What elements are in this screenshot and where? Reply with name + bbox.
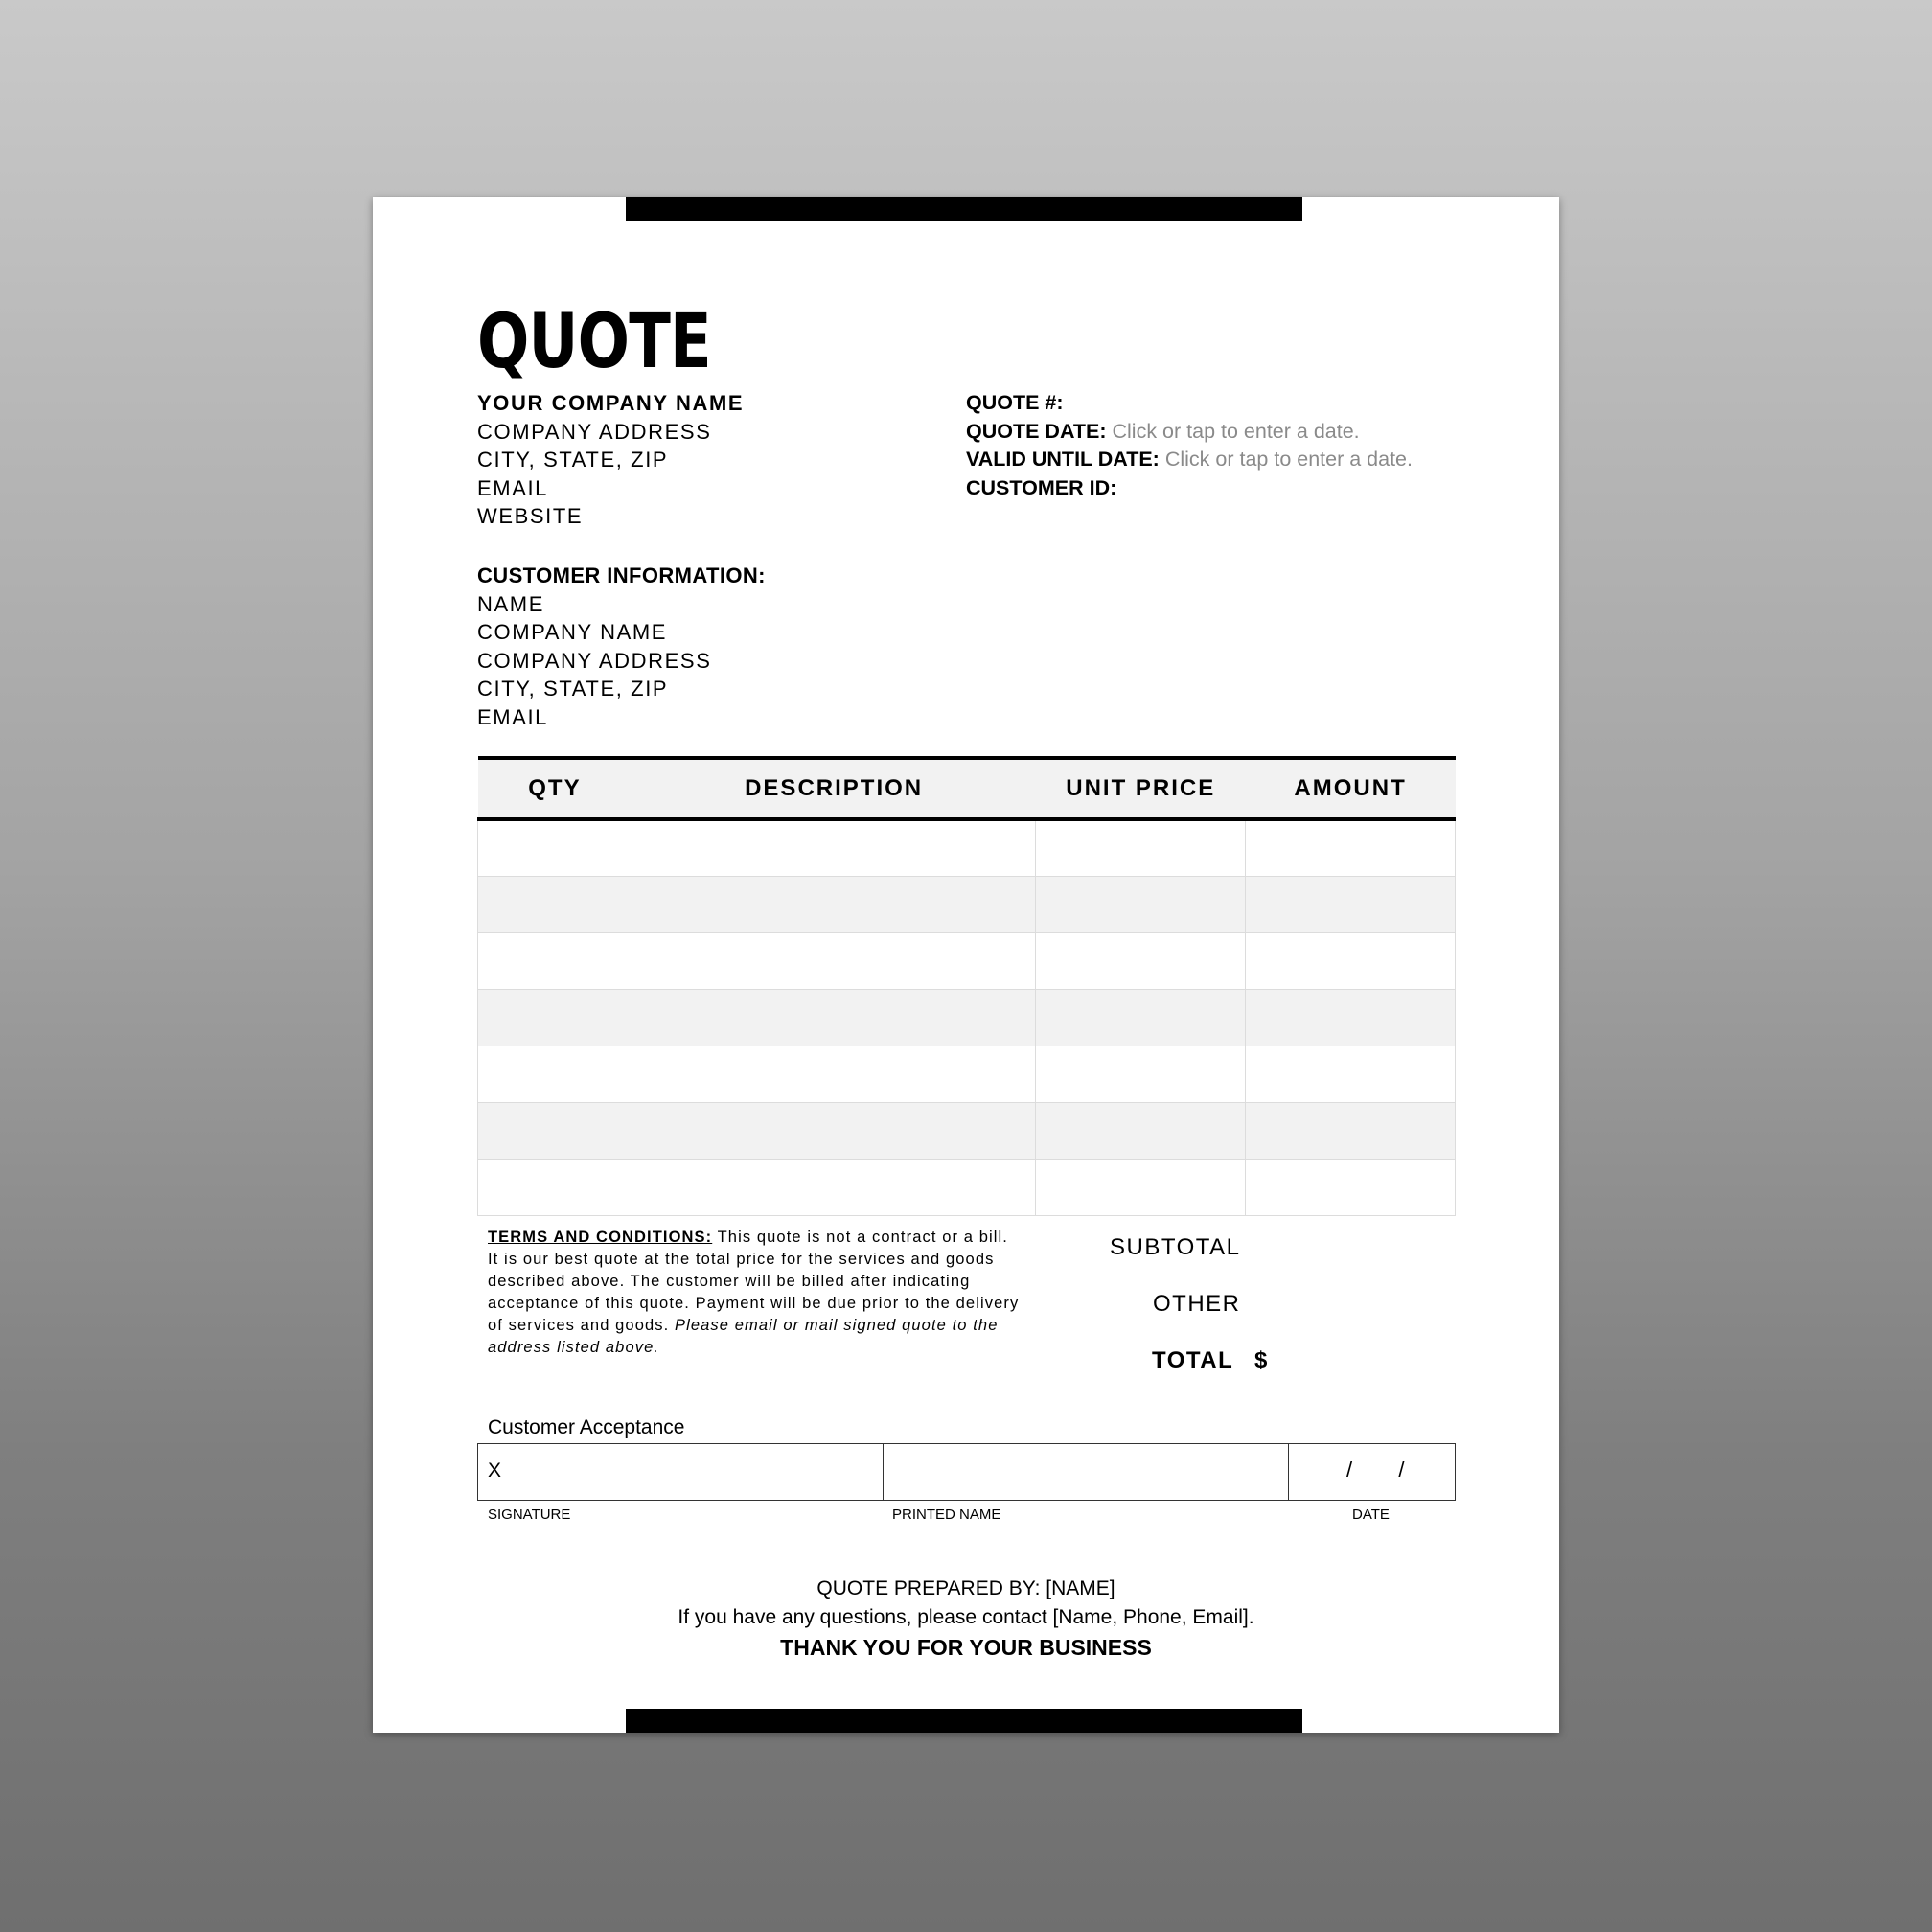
signature-mark: X bbox=[488, 1460, 502, 1482]
description-cell[interactable] bbox=[632, 1102, 1036, 1159]
quote-page bbox=[373, 197, 1559, 1733]
other-label: OTHER bbox=[1153, 1291, 1241, 1317]
signature-caption: SIGNATURE bbox=[488, 1506, 571, 1523]
quote-number-label: QUOTE #: bbox=[966, 391, 1064, 414]
amount-cell[interactable] bbox=[1246, 1046, 1456, 1102]
description-cell[interactable] bbox=[632, 989, 1036, 1046]
signature-box bbox=[477, 1443, 1456, 1501]
table-row bbox=[478, 932, 1456, 989]
description-cell[interactable] bbox=[632, 1159, 1036, 1215]
table-row bbox=[478, 989, 1456, 1046]
qty-cell[interactable] bbox=[478, 819, 632, 876]
unit-price-cell[interactable] bbox=[1036, 932, 1246, 989]
prepared-by-line: QUOTE PREPARED BY: [NAME] bbox=[816, 1577, 1116, 1599]
company-info bbox=[477, 389, 744, 531]
date-caption: DATE bbox=[1352, 1506, 1390, 1523]
customer-city-state-zip[interactable]: CITY, STATE, ZIP bbox=[477, 677, 669, 701]
company-website[interactable]: WEBSITE bbox=[477, 504, 584, 528]
amount-cell[interactable] bbox=[1246, 876, 1456, 932]
signature-field[interactable] bbox=[478, 1444, 884, 1500]
terms-and-conditions bbox=[488, 1227, 1024, 1359]
customer-acceptance-label: Customer Acceptance bbox=[488, 1416, 685, 1438]
table-header-row bbox=[478, 758, 1456, 819]
customer-company-name[interactable]: COMPANY NAME bbox=[477, 620, 668, 644]
customer-id-label: CUSTOMER ID: bbox=[966, 475, 1117, 499]
qty-cell[interactable] bbox=[478, 932, 632, 989]
qty-cell[interactable] bbox=[478, 1159, 632, 1215]
date-separators bbox=[1346, 1458, 1405, 1483]
table-row bbox=[478, 1046, 1456, 1102]
terms-body: This quote is not a contract or a bill. It is our best quote at the total price for the services and goods described above. The customer will be billed after indicating acceptance of this quote. Payment will be due prior to the delivery of services and goods. bbox=[488, 1229, 1020, 1334]
unit-price-cell[interactable] bbox=[1036, 989, 1246, 1046]
quote-date-field[interactable]: Click or tap to enter a date. bbox=[1112, 419, 1360, 443]
quote-meta bbox=[966, 389, 1413, 502]
unit-price-cell[interactable] bbox=[1036, 819, 1246, 876]
amount-cell[interactable] bbox=[1246, 932, 1456, 989]
table-row bbox=[478, 1102, 1456, 1159]
column-header-unit-price: UNIT PRICE bbox=[1036, 758, 1246, 819]
date-separator-1: / bbox=[1346, 1458, 1353, 1482]
column-header-amount: AMOUNT bbox=[1246, 758, 1456, 819]
total-label: TOTAL bbox=[1152, 1347, 1234, 1373]
bottom-accent-bar bbox=[626, 1709, 1302, 1733]
customer-name[interactable]: NAME bbox=[477, 591, 544, 616]
customer-email[interactable]: EMAIL bbox=[477, 704, 549, 729]
total-currency[interactable]: $ bbox=[1254, 1347, 1269, 1373]
quote-date-label: QUOTE DATE: bbox=[966, 419, 1107, 443]
amount-cell[interactable] bbox=[1246, 819, 1456, 876]
amount-cell[interactable] bbox=[1246, 1159, 1456, 1215]
date-field[interactable] bbox=[1289, 1444, 1455, 1500]
description-cell[interactable] bbox=[632, 819, 1036, 876]
valid-until-field[interactable]: Click or tap to enter a date. bbox=[1164, 448, 1413, 471]
qty-cell[interactable] bbox=[478, 989, 632, 1046]
company-address[interactable]: COMPANY ADDRESS bbox=[477, 419, 712, 444]
top-accent-bar bbox=[626, 197, 1302, 221]
description-cell[interactable] bbox=[632, 932, 1036, 989]
unit-price-cell[interactable] bbox=[1036, 1102, 1246, 1159]
customer-info bbox=[477, 562, 766, 731]
table-row bbox=[478, 819, 1456, 876]
unit-price-cell[interactable] bbox=[1036, 1046, 1246, 1102]
unit-price-cell[interactable] bbox=[1036, 1159, 1246, 1215]
date-separator-2: / bbox=[1398, 1458, 1405, 1482]
printed-name-field[interactable] bbox=[884, 1444, 1289, 1500]
table-row bbox=[478, 1159, 1456, 1215]
thank-you-line: THANK YOU FOR YOUR BUSINESS bbox=[780, 1635, 1152, 1660]
amount-cell[interactable] bbox=[1246, 1102, 1456, 1159]
printed-name-caption: PRINTED NAME bbox=[892, 1506, 1001, 1523]
contact-line: If you have any questions, please contact [Name, Phone, Email]. bbox=[678, 1606, 1254, 1628]
column-header-qty: QTY bbox=[478, 758, 632, 819]
customer-address[interactable]: COMPANY ADDRESS bbox=[477, 648, 712, 673]
subtotal-label: SUBTOTAL bbox=[1110, 1234, 1241, 1260]
description-cell[interactable] bbox=[632, 1046, 1036, 1102]
company-email[interactable]: EMAIL bbox=[477, 475, 549, 500]
terms-heading: TERMS AND CONDITIONS: bbox=[488, 1229, 713, 1246]
unit-price-cell[interactable] bbox=[1036, 876, 1246, 932]
customer-info-heading: CUSTOMER INFORMATION: bbox=[477, 564, 766, 587]
qty-cell[interactable] bbox=[478, 1102, 632, 1159]
valid-until-label: VALID UNTIL DATE: bbox=[966, 448, 1160, 471]
company-name[interactable]: YOUR COMPANY NAME bbox=[477, 391, 745, 415]
line-items-table bbox=[477, 756, 1456, 1216]
description-cell[interactable] bbox=[632, 876, 1036, 932]
amount-cell[interactable] bbox=[1246, 989, 1456, 1046]
qty-cell[interactable] bbox=[478, 876, 632, 932]
table-row bbox=[478, 876, 1456, 932]
document-title: QUOTE bbox=[477, 299, 711, 385]
column-header-description: DESCRIPTION bbox=[632, 758, 1036, 819]
company-city-state-zip[interactable]: CITY, STATE, ZIP bbox=[477, 448, 669, 472]
terms-italic-note: Please email or mail signed quote to the address listed above. bbox=[488, 1317, 999, 1356]
qty-cell[interactable] bbox=[478, 1046, 632, 1102]
